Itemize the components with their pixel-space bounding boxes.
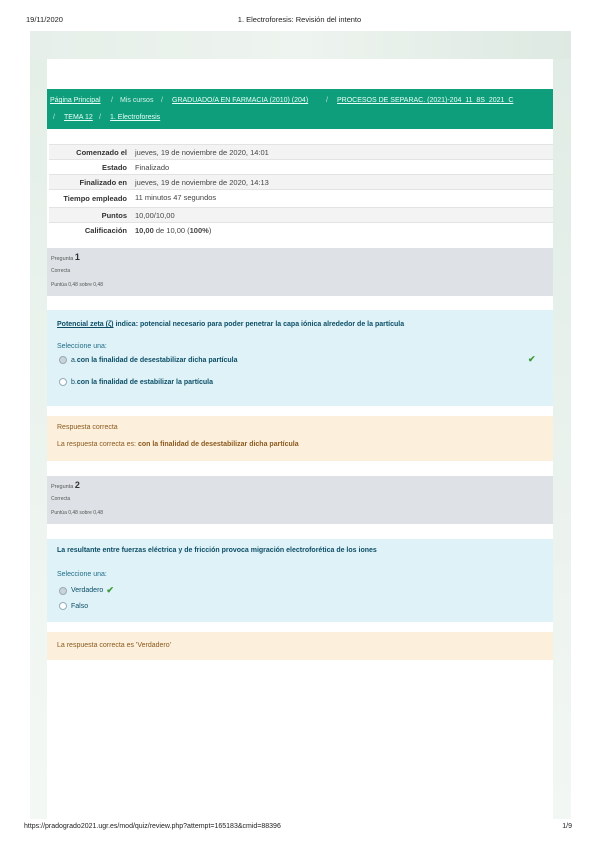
print-header	[0, 15, 599, 27]
question-prompt: La resultante entre fuerzas eléctrica y de fricción provoca migración electroforética de los iones	[57, 547, 377, 554]
question-mark: Puntúa 0,48 sobre 0,48	[51, 282, 103, 288]
left-gutter	[30, 59, 47, 819]
breadcrumb-my-courses[interactable]: Mis cursos	[120, 97, 154, 104]
summary-row	[49, 159, 553, 174]
summary-value: Finalizado	[135, 163, 170, 172]
radio-icon[interactable]	[59, 356, 67, 364]
question-number: Pregunta 2	[51, 480, 80, 490]
summary-row	[49, 144, 553, 159]
summary-row	[49, 174, 553, 189]
question-info-2	[47, 476, 553, 524]
feedback-answer: La respuesta correcta es 'Verdadero'	[57, 642, 171, 649]
glossary-link[interactable]: Potencial zeta (ζ)	[57, 321, 114, 328]
question-info-1	[47, 248, 553, 296]
grade-out-of: de 10,00 (	[153, 226, 190, 235]
radio-icon[interactable]	[59, 378, 67, 386]
page-header-band	[30, 31, 571, 59]
breadcrumb-separator: /	[326, 97, 328, 104]
breadcrumb-separator: /	[161, 97, 163, 104]
radio-icon[interactable]	[59, 587, 67, 595]
question-prompt: Potencial zeta (ζ) indica: potencial necesario para poder penetrar la capa iónica alrededor de la partícula	[57, 321, 405, 328]
summary-value: jueves, 19 de noviembre de 2020, 14:01	[135, 148, 269, 157]
breadcrumb-quiz[interactable]: 1. Electroforesis	[110, 114, 161, 121]
breadcrumb-separator: /	[111, 97, 113, 104]
breadcrumb-separator: /	[99, 114, 101, 121]
summary-label: Estado	[101, 163, 127, 172]
answer-option-b[interactable]: b. con la finalidad de estabilizar la partícula	[59, 378, 213, 386]
grade-value: 10,00	[135, 226, 154, 235]
question-number: Pregunta 1	[51, 252, 80, 262]
question-status: Correcta	[51, 496, 71, 502]
grade-close: )	[208, 226, 212, 235]
breadcrumb-course[interactable]: PROCESOS DE SEPARAC. (2021)-204_11_8S_2021_C	[337, 97, 514, 104]
answer-option-a[interactable]: a. con la finalidad de desestabilizar dicha partícula	[59, 356, 238, 364]
right-gutter	[553, 59, 571, 819]
summary-label: Finalizado en	[79, 178, 127, 187]
question-text-1	[47, 310, 553, 406]
summary-value: 11 minutos 47 segundos	[135, 193, 217, 202]
question-status: Correcta	[51, 268, 71, 274]
feedback-answer: La respuesta correcta es: con la finalidad de desestabilizar dicha partícula	[57, 441, 299, 448]
breadcrumb-separator: /	[53, 114, 55, 121]
breadcrumb-topic[interactable]: TEMA 12	[64, 114, 93, 121]
question-feedback-2	[47, 632, 553, 660]
summary-row	[49, 222, 553, 237]
select-one-label: Seleccione una:	[57, 571, 107, 578]
check-icon: ✔	[106, 585, 114, 595]
answer-option-false[interactable]: Falso	[59, 602, 88, 610]
summary-value: 10,00/10,00	[135, 211, 175, 220]
feedback-title: Respuesta correcta	[57, 424, 118, 431]
breadcrumb-home[interactable]: Página Principal	[50, 97, 101, 104]
select-one-label: Seleccione una:	[57, 343, 107, 350]
summary-label: Calificación	[84, 226, 127, 235]
summary-label: Puntos	[101, 211, 127, 220]
check-icon: ✔	[528, 354, 536, 364]
breadcrumb-degree[interactable]: GRADUADO/A EN FARMACIA (2010) (204)	[172, 97, 309, 104]
breadcrumb	[47, 89, 553, 129]
summary-label: Tiempo empleado	[63, 194, 127, 203]
question-feedback-1	[47, 416, 553, 461]
print-url: https://pradogrado2021.ugr.es/mod/quiz/review.php?attempt=165183&cmid=88396	[24, 823, 281, 830]
radio-icon[interactable]	[59, 602, 67, 610]
summary-label: Comenzado el	[76, 148, 127, 157]
print-date: 19/11/2020	[26, 15, 63, 24]
print-title: 1. Electroforesis: Revisión del intento	[237, 15, 362, 24]
summary-value: jueves, 19 de noviembre de 2020, 14:13	[135, 178, 269, 187]
question-text-2	[47, 539, 553, 622]
summary-row	[49, 207, 553, 222]
answer-option-true[interactable]: Verdadero ✔	[59, 585, 114, 596]
summary-row	[49, 189, 553, 207]
grade-percent: 100%	[189, 226, 209, 235]
summary-value	[131, 223, 211, 237]
print-page-number: 1/9	[562, 823, 572, 830]
attempt-summary-table	[49, 144, 553, 237]
question-mark: Puntúa 0,48 sobre 0,48	[51, 510, 103, 516]
